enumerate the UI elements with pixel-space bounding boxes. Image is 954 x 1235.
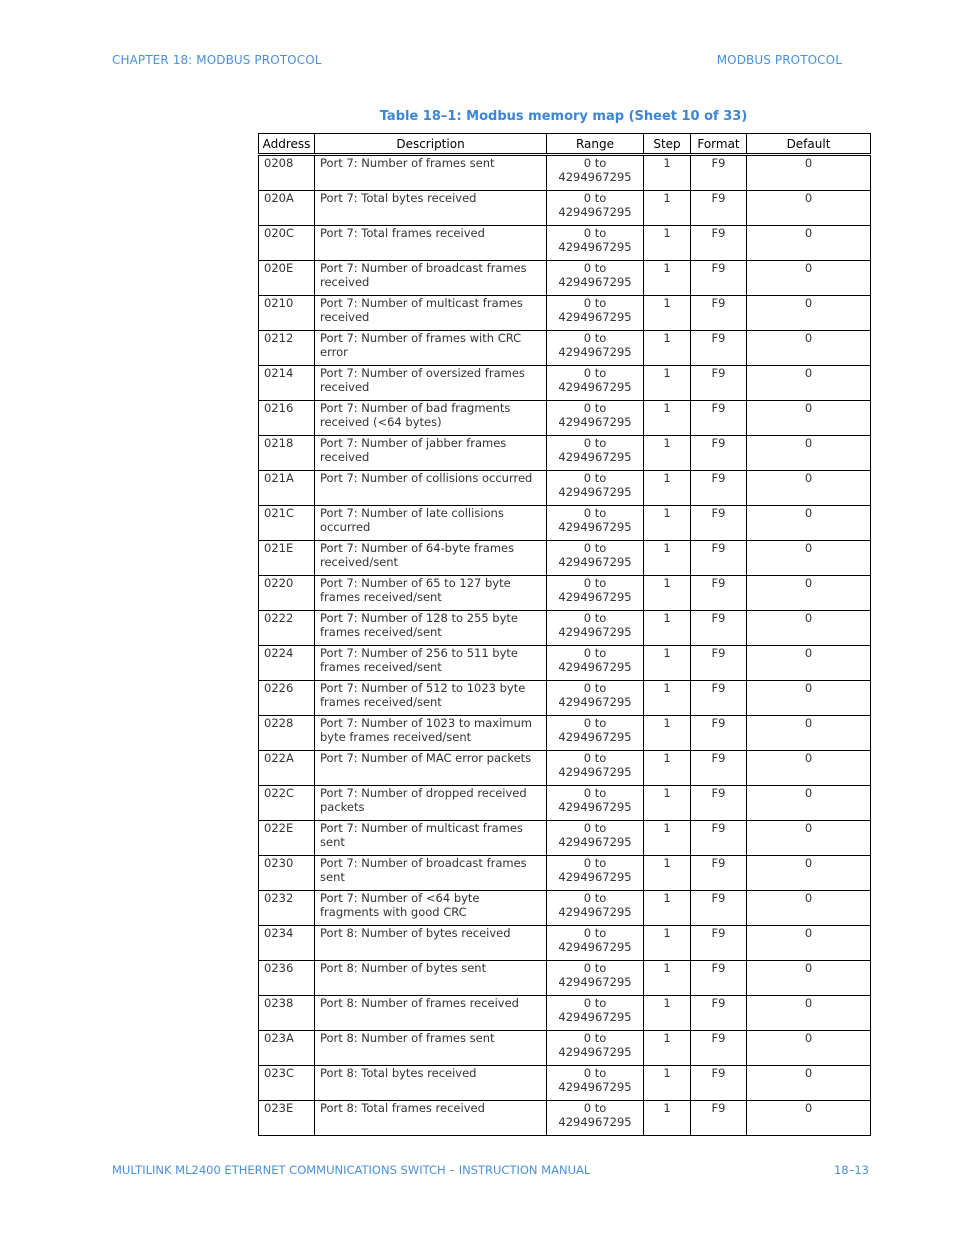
range-min: 0 to: [583, 191, 607, 205]
cell-range: [547, 926, 644, 961]
cell-step: 1: [644, 926, 691, 961]
cell-step: 1: [644, 331, 691, 366]
cell-description: Port 8: Number of frames sent: [315, 1031, 547, 1066]
cell-description: Port 7: Number of broadcast frames received: [315, 261, 547, 296]
cell-step: 1: [644, 261, 691, 296]
cell-description: Port 7: Number of broadcast frames sent: [315, 856, 547, 891]
cell-description: Port 7: Number of frames with CRC error: [315, 331, 547, 366]
cell-range: [547, 436, 644, 471]
cell-format: F9: [691, 891, 747, 926]
cell-format: F9: [691, 226, 747, 261]
cell-description: Port 7: Number of multicast frames received: [315, 296, 547, 331]
cell-default: 0: [747, 646, 871, 681]
range-min: 0 to: [583, 471, 607, 485]
cell-description: Port 8: Number of frames received: [315, 996, 547, 1031]
table-row: [259, 716, 871, 751]
cell-description: Port 7: Number of MAC error packets: [315, 751, 547, 786]
table-row: [259, 541, 871, 576]
cell-range: [547, 786, 644, 821]
range-max: 4294967295: [558, 1044, 632, 1059]
cell-address: 0232: [259, 891, 315, 926]
cell-default: 0: [747, 155, 871, 191]
cell-step: 1: [644, 366, 691, 401]
cell-address: 023A: [259, 1031, 315, 1066]
running-header-section: MODBUS PROTOCOL: [716, 53, 842, 67]
cell-step: 1: [644, 681, 691, 716]
range-max: 4294967295: [558, 694, 632, 709]
cell-description: Port 7: Number of <64 byte fragments with good CRC: [315, 891, 547, 926]
cell-default: 0: [747, 471, 871, 506]
cell-range: [547, 891, 644, 926]
cell-description: Port 7: Number of frames sent: [315, 155, 547, 191]
column-header-description: Description: [315, 134, 547, 155]
cell-range: [547, 366, 644, 401]
range-max: 4294967295: [558, 729, 632, 744]
cell-format: F9: [691, 1031, 747, 1066]
cell-step: 1: [644, 401, 691, 436]
cell-format: F9: [691, 471, 747, 506]
cell-description: Port 7: Number of collisions occurred: [315, 471, 547, 506]
range-max: 4294967295: [558, 624, 632, 639]
table-row: [259, 296, 871, 331]
cell-address: 021A: [259, 471, 315, 506]
range-min: 0 to: [583, 541, 607, 555]
range-min: 0 to: [583, 716, 607, 730]
cell-address: 0228: [259, 716, 315, 751]
table-row: [259, 366, 871, 401]
table-caption: Table 18–1: Modbus memory map (Sheet 10 of 33): [379, 109, 748, 124]
cell-default: 0: [747, 1031, 871, 1066]
range-max: 4294967295: [558, 204, 632, 219]
range-max: 4294967295: [558, 484, 632, 499]
cell-step: 1: [644, 1031, 691, 1066]
cell-range: [547, 506, 644, 541]
cell-range: [547, 1101, 644, 1136]
table-row: [259, 471, 871, 506]
table-row: [259, 996, 871, 1031]
range-max: 4294967295: [558, 939, 632, 954]
range-max: 4294967295: [558, 519, 632, 534]
range-max: 4294967295: [558, 379, 632, 394]
cell-address: 0214: [259, 366, 315, 401]
column-header-range: Range: [547, 134, 644, 155]
table-row: [259, 751, 871, 786]
cell-address: 0234: [259, 926, 315, 961]
cell-format: F9: [691, 856, 747, 891]
cell-description: Port 7: Number of oversized frames received: [315, 366, 547, 401]
cell-range: [547, 821, 644, 856]
table-row: [259, 436, 871, 471]
cell-default: 0: [747, 226, 871, 261]
cell-default: 0: [747, 436, 871, 471]
cell-format: F9: [691, 191, 747, 226]
cell-range: [547, 296, 644, 331]
cell-range: [547, 716, 644, 751]
cell-range: [547, 646, 644, 681]
cell-format: F9: [691, 751, 747, 786]
column-header-default: Default: [747, 134, 871, 155]
range-min: 0 to: [583, 821, 607, 835]
range-min: 0 to: [583, 261, 607, 275]
page-number: 18–13: [833, 1163, 869, 1177]
range-min: 0 to: [583, 961, 607, 975]
range-min: 0 to: [583, 926, 607, 940]
cell-default: 0: [747, 856, 871, 891]
cell-default: 0: [747, 681, 871, 716]
cell-address: 020C: [259, 226, 315, 261]
cell-address: 0222: [259, 611, 315, 646]
range-max: 4294967295: [558, 869, 632, 884]
cell-default: 0: [747, 401, 871, 436]
cell-address: 0212: [259, 331, 315, 366]
cell-default: 0: [747, 191, 871, 226]
cell-range: [547, 471, 644, 506]
range-min: 0 to: [583, 1031, 607, 1045]
table-row: [259, 961, 871, 996]
range-min: 0 to: [583, 1066, 607, 1080]
cell-address: 0220: [259, 576, 315, 611]
cell-range: [547, 226, 644, 261]
cell-address: 0238: [259, 996, 315, 1031]
range-min: 0 to: [583, 786, 607, 800]
cell-address: 021C: [259, 506, 315, 541]
range-max: 4294967295: [558, 554, 632, 569]
cell-format: F9: [691, 1101, 747, 1136]
column-header-step: Step: [644, 134, 691, 155]
range-min: 0 to: [583, 996, 607, 1010]
table-row: [259, 1101, 871, 1136]
cell-description: Port 8: Number of bytes received: [315, 926, 547, 961]
range-max: 4294967295: [558, 589, 632, 604]
range-min: 0 to: [583, 156, 607, 170]
cell-default: 0: [747, 716, 871, 751]
range-max: 4294967295: [558, 414, 632, 429]
cell-default: 0: [747, 611, 871, 646]
range-min: 0 to: [583, 611, 607, 625]
range-min: 0 to: [583, 646, 607, 660]
cell-range: [547, 611, 644, 646]
cell-address: 0224: [259, 646, 315, 681]
range-max: 4294967295: [558, 169, 632, 184]
cell-step: 1: [644, 576, 691, 611]
cell-format: F9: [691, 261, 747, 296]
cell-format: F9: [691, 681, 747, 716]
cell-default: 0: [747, 366, 871, 401]
table-row: [259, 821, 871, 856]
cell-address: 021E: [259, 541, 315, 576]
cell-step: 1: [644, 155, 691, 191]
cell-default: 0: [747, 506, 871, 541]
range-min: 0 to: [583, 681, 607, 695]
cell-format: F9: [691, 611, 747, 646]
cell-address: 022E: [259, 821, 315, 856]
cell-format: F9: [691, 401, 747, 436]
table-row: [259, 261, 871, 296]
column-header-address: Address: [259, 134, 315, 155]
cell-description: Port 7: Number of 128 to 255 byte frames received/sent: [315, 611, 547, 646]
cell-step: 1: [644, 716, 691, 751]
table-row: [259, 506, 871, 541]
cell-format: F9: [691, 996, 747, 1031]
cell-step: 1: [644, 821, 691, 856]
table-body: [259, 155, 871, 1136]
cell-address: 0226: [259, 681, 315, 716]
table-row: [259, 226, 871, 261]
cell-range: [547, 681, 644, 716]
cell-description: Port 7: Number of bad fragments received (<64 bytes): [315, 401, 547, 436]
table-row: [259, 681, 871, 716]
cell-description: Port 8: Total frames received: [315, 1101, 547, 1136]
cell-format: F9: [691, 366, 747, 401]
range-min: 0 to: [583, 226, 607, 240]
cell-step: 1: [644, 856, 691, 891]
range-min: 0 to: [583, 296, 607, 310]
cell-range: [547, 1066, 644, 1101]
cell-range: [547, 401, 644, 436]
cell-step: 1: [644, 1066, 691, 1101]
cell-description: Port 8: Total bytes received: [315, 1066, 547, 1101]
cell-default: 0: [747, 1066, 871, 1101]
range-max: 4294967295: [558, 344, 632, 359]
cell-step: 1: [644, 786, 691, 821]
cell-format: F9: [691, 436, 747, 471]
cell-step: 1: [644, 891, 691, 926]
cell-step: 1: [644, 296, 691, 331]
cell-range: [547, 996, 644, 1031]
cell-step: 1: [644, 506, 691, 541]
cell-format: F9: [691, 296, 747, 331]
cell-format: F9: [691, 926, 747, 961]
cell-step: 1: [644, 436, 691, 471]
cell-address: 0210: [259, 296, 315, 331]
cell-range: [547, 856, 644, 891]
cell-range: [547, 191, 644, 226]
cell-default: 0: [747, 891, 871, 926]
cell-step: 1: [644, 646, 691, 681]
cell-default: 0: [747, 961, 871, 996]
range-max: 4294967295: [558, 1079, 632, 1094]
cell-address: 0230: [259, 856, 315, 891]
cell-range: [547, 541, 644, 576]
cell-description: Port 7: Number of 512 to 1023 byte frames received/sent: [315, 681, 547, 716]
cell-address: 023E: [259, 1101, 315, 1136]
table-row: [259, 926, 871, 961]
cell-description: Port 7: Total frames received: [315, 226, 547, 261]
cell-step: 1: [644, 541, 691, 576]
cell-format: F9: [691, 961, 747, 996]
cell-default: 0: [747, 996, 871, 1031]
modbus-memory-map-table: [258, 133, 871, 1136]
cell-address: 020E: [259, 261, 315, 296]
cell-step: 1: [644, 471, 691, 506]
range-max: 4294967295: [558, 274, 632, 289]
table-row: [259, 891, 871, 926]
cell-default: 0: [747, 786, 871, 821]
range-max: 4294967295: [558, 449, 632, 464]
cell-default: 0: [747, 1101, 871, 1136]
range-max: 4294967295: [558, 764, 632, 779]
cell-step: 1: [644, 961, 691, 996]
cell-description: Port 7: Total bytes received: [315, 191, 547, 226]
cell-description: Port 7: Number of 256 to 511 byte frames received/sent: [315, 646, 547, 681]
cell-format: F9: [691, 576, 747, 611]
cell-description: Port 7: Number of late collisions occurred: [315, 506, 547, 541]
cell-format: F9: [691, 1066, 747, 1101]
range-min: 0 to: [583, 1101, 607, 1115]
cell-description: Port 8: Number of bytes sent: [315, 961, 547, 996]
cell-range: [547, 961, 644, 996]
table-row: [259, 856, 871, 891]
cell-format: F9: [691, 541, 747, 576]
range-max: 4294967295: [558, 834, 632, 849]
table-row: [259, 401, 871, 436]
cell-format: F9: [691, 646, 747, 681]
cell-format: F9: [691, 716, 747, 751]
table-row: [259, 331, 871, 366]
table-row: [259, 611, 871, 646]
cell-format: F9: [691, 506, 747, 541]
range-max: 4294967295: [558, 659, 632, 674]
cell-step: 1: [644, 1101, 691, 1136]
range-min: 0 to: [583, 506, 607, 520]
cell-step: 1: [644, 611, 691, 646]
cell-range: [547, 576, 644, 611]
table-row: [259, 191, 871, 226]
cell-address: 023C: [259, 1066, 315, 1101]
cell-description: Port 7: Number of 1023 to maximum byte frames received/sent: [315, 716, 547, 751]
range-min: 0 to: [583, 331, 607, 345]
range-min: 0 to: [583, 576, 607, 590]
range-max: 4294967295: [558, 799, 632, 814]
running-footer-title: MULTILINK ML2400 ETHERNET COMMUNICATIONS SWITCH – INSTRUCTION MANUAL: [112, 1163, 591, 1177]
cell-default: 0: [747, 331, 871, 366]
cell-default: 0: [747, 751, 871, 786]
range-min: 0 to: [583, 436, 607, 450]
cell-address: 022C: [259, 786, 315, 821]
range-min: 0 to: [583, 891, 607, 905]
range-max: 4294967295: [558, 309, 632, 324]
table-row: [259, 155, 871, 191]
cell-description: Port 7: Number of 65 to 127 byte frames received/sent: [315, 576, 547, 611]
running-header-chapter: CHAPTER 18: MODBUS PROTOCOL: [112, 53, 322, 67]
cell-step: 1: [644, 226, 691, 261]
table-row: [259, 786, 871, 821]
range-max: 4294967295: [558, 974, 632, 989]
cell-default: 0: [747, 821, 871, 856]
range-max: 4294967295: [558, 239, 632, 254]
table-row: [259, 576, 871, 611]
cell-description: Port 7: Number of dropped received packets: [315, 786, 547, 821]
range-max: 4294967295: [558, 904, 632, 919]
table-header-row: [259, 134, 871, 155]
cell-range: [547, 1031, 644, 1066]
cell-description: Port 7: Number of 64-byte frames received/sent: [315, 541, 547, 576]
cell-address: 020A: [259, 191, 315, 226]
cell-format: F9: [691, 155, 747, 191]
cell-format: F9: [691, 331, 747, 366]
cell-address: 0218: [259, 436, 315, 471]
cell-range: [547, 751, 644, 786]
cell-default: 0: [747, 261, 871, 296]
cell-default: 0: [747, 296, 871, 331]
cell-step: 1: [644, 751, 691, 786]
range-max: 4294967295: [558, 1114, 632, 1129]
cell-address: 0208: [259, 155, 315, 191]
cell-range: [547, 261, 644, 296]
cell-address: 0236: [259, 961, 315, 996]
column-header-format: Format: [691, 134, 747, 155]
range-max: 4294967295: [558, 1009, 632, 1024]
cell-default: 0: [747, 541, 871, 576]
cell-description: Port 7: Number of jabber frames received: [315, 436, 547, 471]
cell-address: 022A: [259, 751, 315, 786]
range-min: 0 to: [583, 751, 607, 765]
range-min: 0 to: [583, 856, 607, 870]
cell-address: 0216: [259, 401, 315, 436]
cell-format: F9: [691, 821, 747, 856]
table-row: [259, 1031, 871, 1066]
range-min: 0 to: [583, 366, 607, 380]
cell-description: Port 7: Number of multicast frames sent: [315, 821, 547, 856]
range-min: 0 to: [583, 401, 607, 415]
cell-step: 1: [644, 191, 691, 226]
cell-step: 1: [644, 996, 691, 1031]
cell-format: F9: [691, 786, 747, 821]
cell-range: [547, 155, 644, 191]
cell-default: 0: [747, 926, 871, 961]
table-row: [259, 646, 871, 681]
cell-default: 0: [747, 576, 871, 611]
cell-range: [547, 331, 644, 366]
table-row: [259, 1066, 871, 1101]
